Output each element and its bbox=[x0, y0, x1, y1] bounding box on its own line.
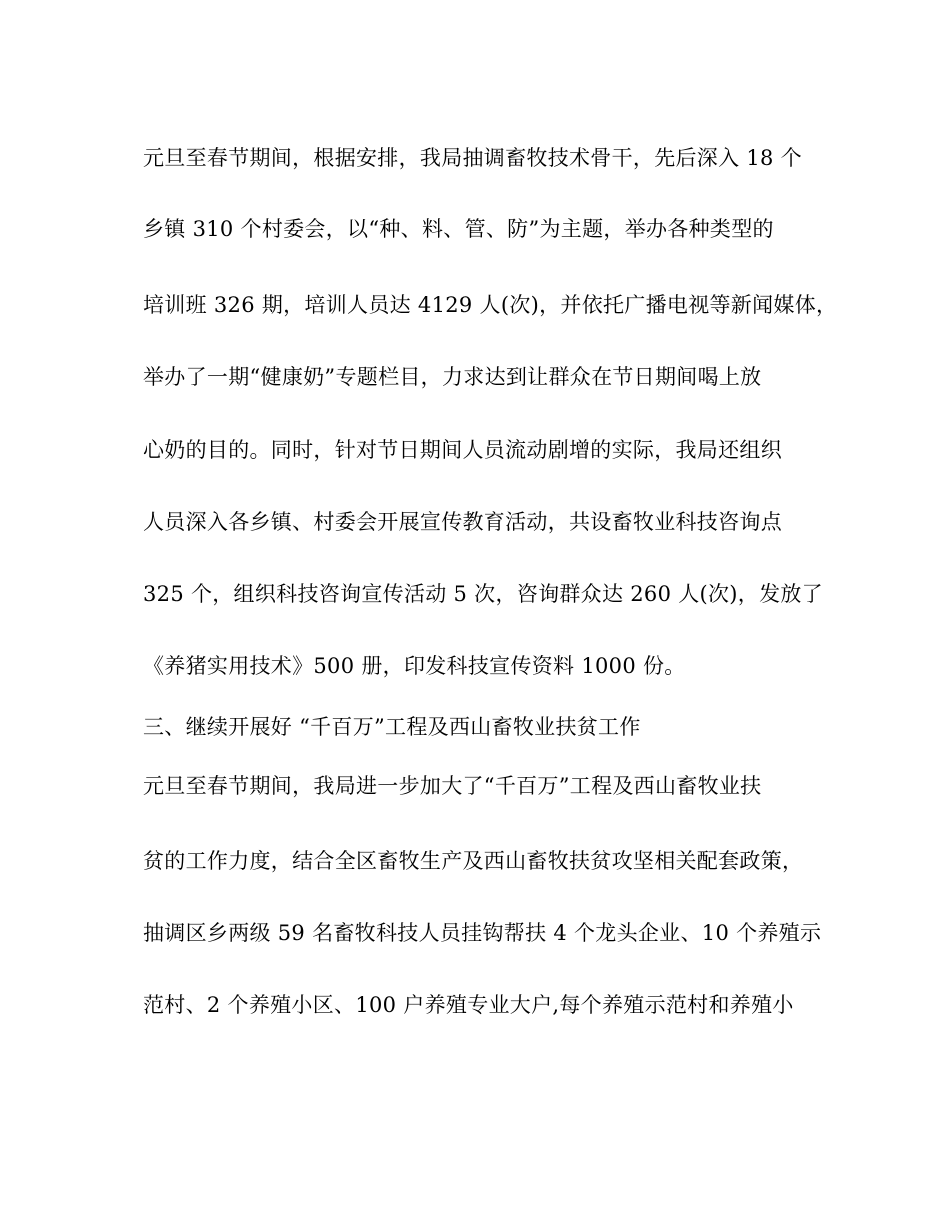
paragraph-1-line-5: 心奶的目的。同时，针对节日期间人员流动剧增的实际，我局还组织 bbox=[143, 438, 782, 462]
paragraph-1-line-8: 《养猪实用技术》500 册，印发科技宣传资料 1000 份。 bbox=[143, 654, 686, 678]
paragraph-1-line-7: 325 个，组织科技咨询宣传活动 5 次，咨询群众达 260 人(次)，发放了 bbox=[143, 582, 823, 606]
paragraph-1-line-2: 乡镇 310 个村委会，以“种、料、管、防”为主题，举办各种类型的 bbox=[143, 217, 774, 241]
paragraph-2-line-3: 抽调区乡两级 59 名畜牧科技人员挂钩帮扶 4 个龙头企业、10 个养殖示 bbox=[143, 921, 822, 945]
paragraph-1-line-4: 举办了一期“健康奶”专题栏目，力求达到让群众在节日期间喝上放 bbox=[143, 365, 762, 389]
paragraph-2-line-4: 范村、2 个养殖小区、100 户养殖专业大户,每个养殖示范村和养殖小 bbox=[143, 993, 794, 1017]
paragraph-1-line-3: 培训班 326 期，培训人员达 4129 人(次)，并依托广播电视等新闻媒体， bbox=[143, 293, 838, 317]
section-heading: 三、继续开展好 “千百万”工程及西山畜牧业扶贫工作 bbox=[143, 715, 641, 739]
paragraph-1-line-6: 人员深入各乡镇、村委会开展宣传教育活动，共设畜牧业科技咨询点 bbox=[143, 510, 782, 534]
paragraph-2-line-1: 元旦至春节期间，我局进一步加大了“千百万”工程及西山畜牧业扶 bbox=[143, 774, 762, 798]
paragraph-1-line-1: 元旦至春节期间，根据安排，我局抽调畜牧技术骨干，先后深入 18 个 bbox=[143, 146, 802, 170]
paragraph-2-line-2: 贫的工作力度，结合全区畜牧生产及西山畜牧扶贫攻坚相关配套政策， bbox=[143, 849, 804, 873]
